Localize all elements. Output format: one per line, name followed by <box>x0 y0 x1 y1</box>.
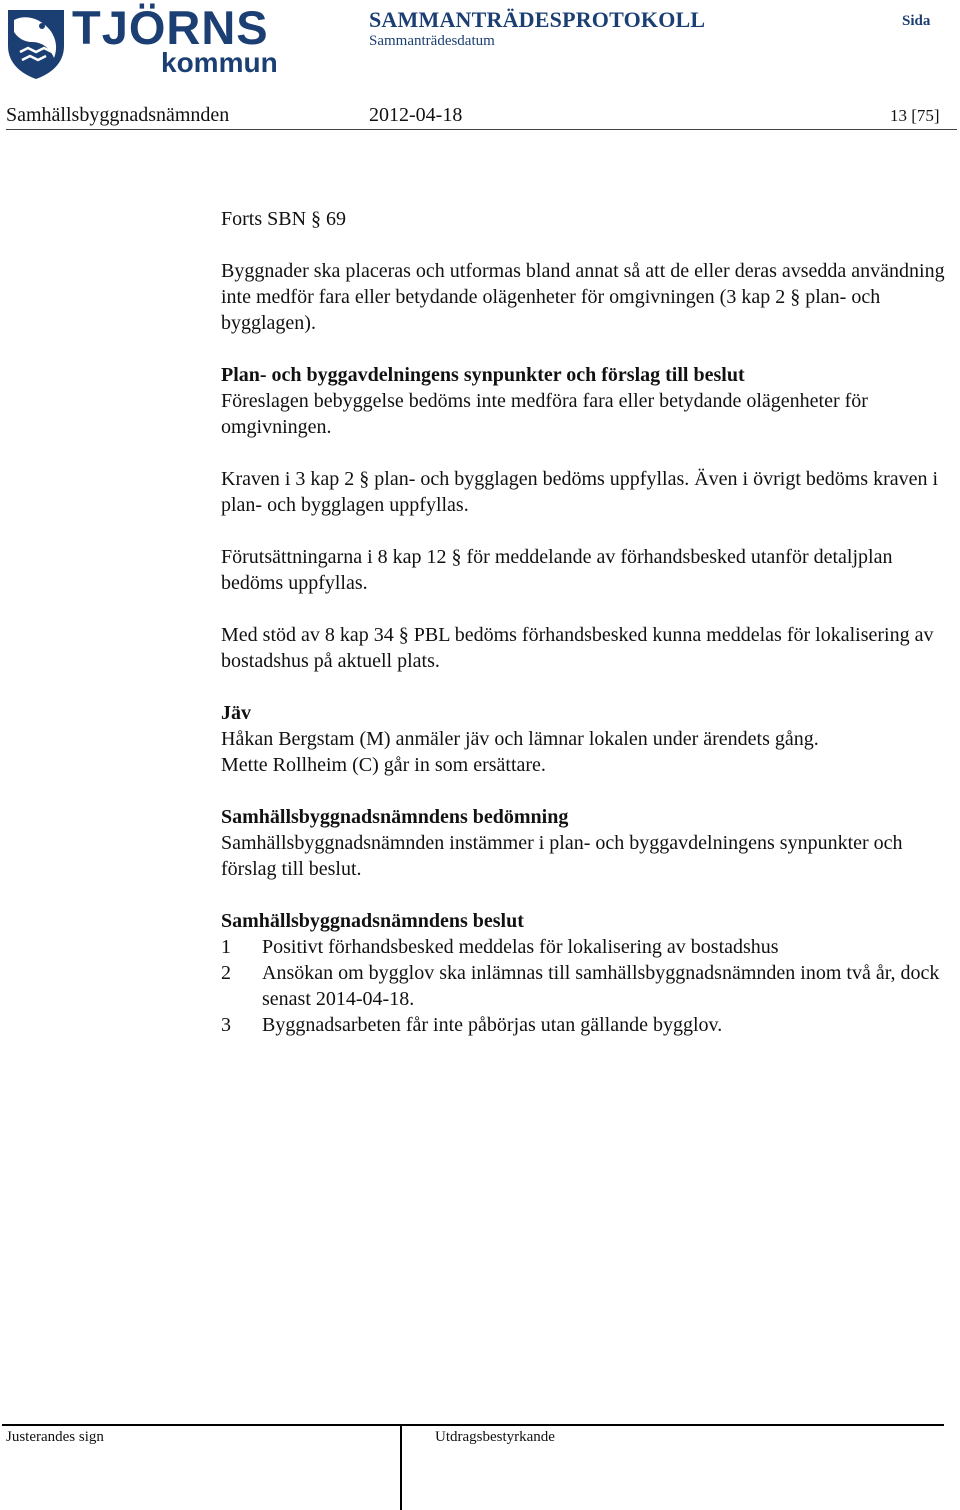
decision-list <box>221 934 957 1038</box>
decision-text: Ansökan om bygglov ska inlämnas till samhällsbyggnadsnämnden inom två år, dock senast 2014-04-18. <box>262 962 940 1010</box>
certification-label: Utdragsbestyrkande <box>435 1429 555 1445</box>
jav-line: Håkan Bergstam (M) anmäler jäv och lämnar lokalen under ärendets gång. <box>221 728 819 750</box>
committee-name: Samhällsbyggnadsnämnden <box>6 104 230 126</box>
signature-label: Justerandes sign <box>6 1429 104 1445</box>
decision-section <box>221 908 957 1038</box>
decision-number: 1 <box>221 936 231 958</box>
jav-line: Mette Rollheim (C) går in som ersättare. <box>221 754 546 776</box>
intro-paragraph: Byggnader ska placeras och utformas bland annat så att de eller deras avsedda användning inte medför fara eller betydande olägenheter för omgivningen (3 kap 2 § plan- och bygglagen). <box>221 260 945 334</box>
requirements-paragraph: Kraven i 3 kap 2 § plan- och bygglagen bedöms uppfyllas. Även i övrigt bedöms kraven i plan- och bygglagen uppfyllas. <box>221 468 939 516</box>
decision-number: 3 <box>221 1014 231 1036</box>
proposal-text: Föreslagen bebyggelse bedöms inte medföra fara eller betydande olägenheter för omgivningen. <box>221 390 868 438</box>
meeting-date: 2012-04-18 <box>369 104 463 126</box>
jav-heading: Jäv <box>221 702 251 724</box>
assessment-heading: Samhällsbyggnadsnämndens bedömning <box>221 806 569 828</box>
page-number: 13 [75] <box>890 106 940 125</box>
assessment-section <box>221 804 957 882</box>
logo-subtitle: kommun <box>161 47 278 78</box>
footer-divider <box>2 1424 944 1426</box>
logo-wordmark: TJÖRNS <box>72 1 269 54</box>
proposal-section <box>221 362 957 440</box>
support-paragraph: Med stöd av 8 kap 34 § PBL bedöms förhandsbesked kunna meddelas för lokalisering av bostadshus på aktuell plats. <box>221 624 934 672</box>
decision-text: Positivt förhandsbesked meddelas för lokalisering av bostadshus <box>262 936 779 958</box>
conditions-paragraph: Förutsättningarna i 8 kap 12 § för meddelande av förhandsbesked utanför detaljplan bedöms uppfyllas. <box>221 546 893 594</box>
decision-text: Byggnadsarbeten får inte påbörjas utan gällande bygglov. <box>262 1014 723 1036</box>
coat-of-arms-icon <box>6 8 66 80</box>
decision-item <box>221 960 957 1012</box>
meeting-date-label: Sammanträdesdatum <box>369 33 495 49</box>
assessment-text: Samhällsbyggnadsnämnden instämmer i plan- och byggavdelningens synpunkter och förslag till beslut. <box>221 832 903 880</box>
jav-section <box>221 700 957 778</box>
header-divider <box>6 129 957 130</box>
proposal-heading: Plan- och byggavdelningens synpunkter och förslag till beslut <box>221 364 745 386</box>
decision-heading: Samhällsbyggnadsnämndens beslut <box>221 910 524 932</box>
section-title: Forts SBN § 69 <box>221 208 347 230</box>
municipality-logo <box>6 1 278 82</box>
decision-item <box>221 934 957 960</box>
decision-item <box>221 1012 957 1038</box>
protocol-body <box>221 206 957 1038</box>
footer-column-divider <box>400 1425 402 1510</box>
page-label: Sida <box>902 13 931 29</box>
decision-number: 2 <box>221 962 231 984</box>
document-type: SAMMANTRÄDESPROTOKOLL <box>369 7 706 32</box>
